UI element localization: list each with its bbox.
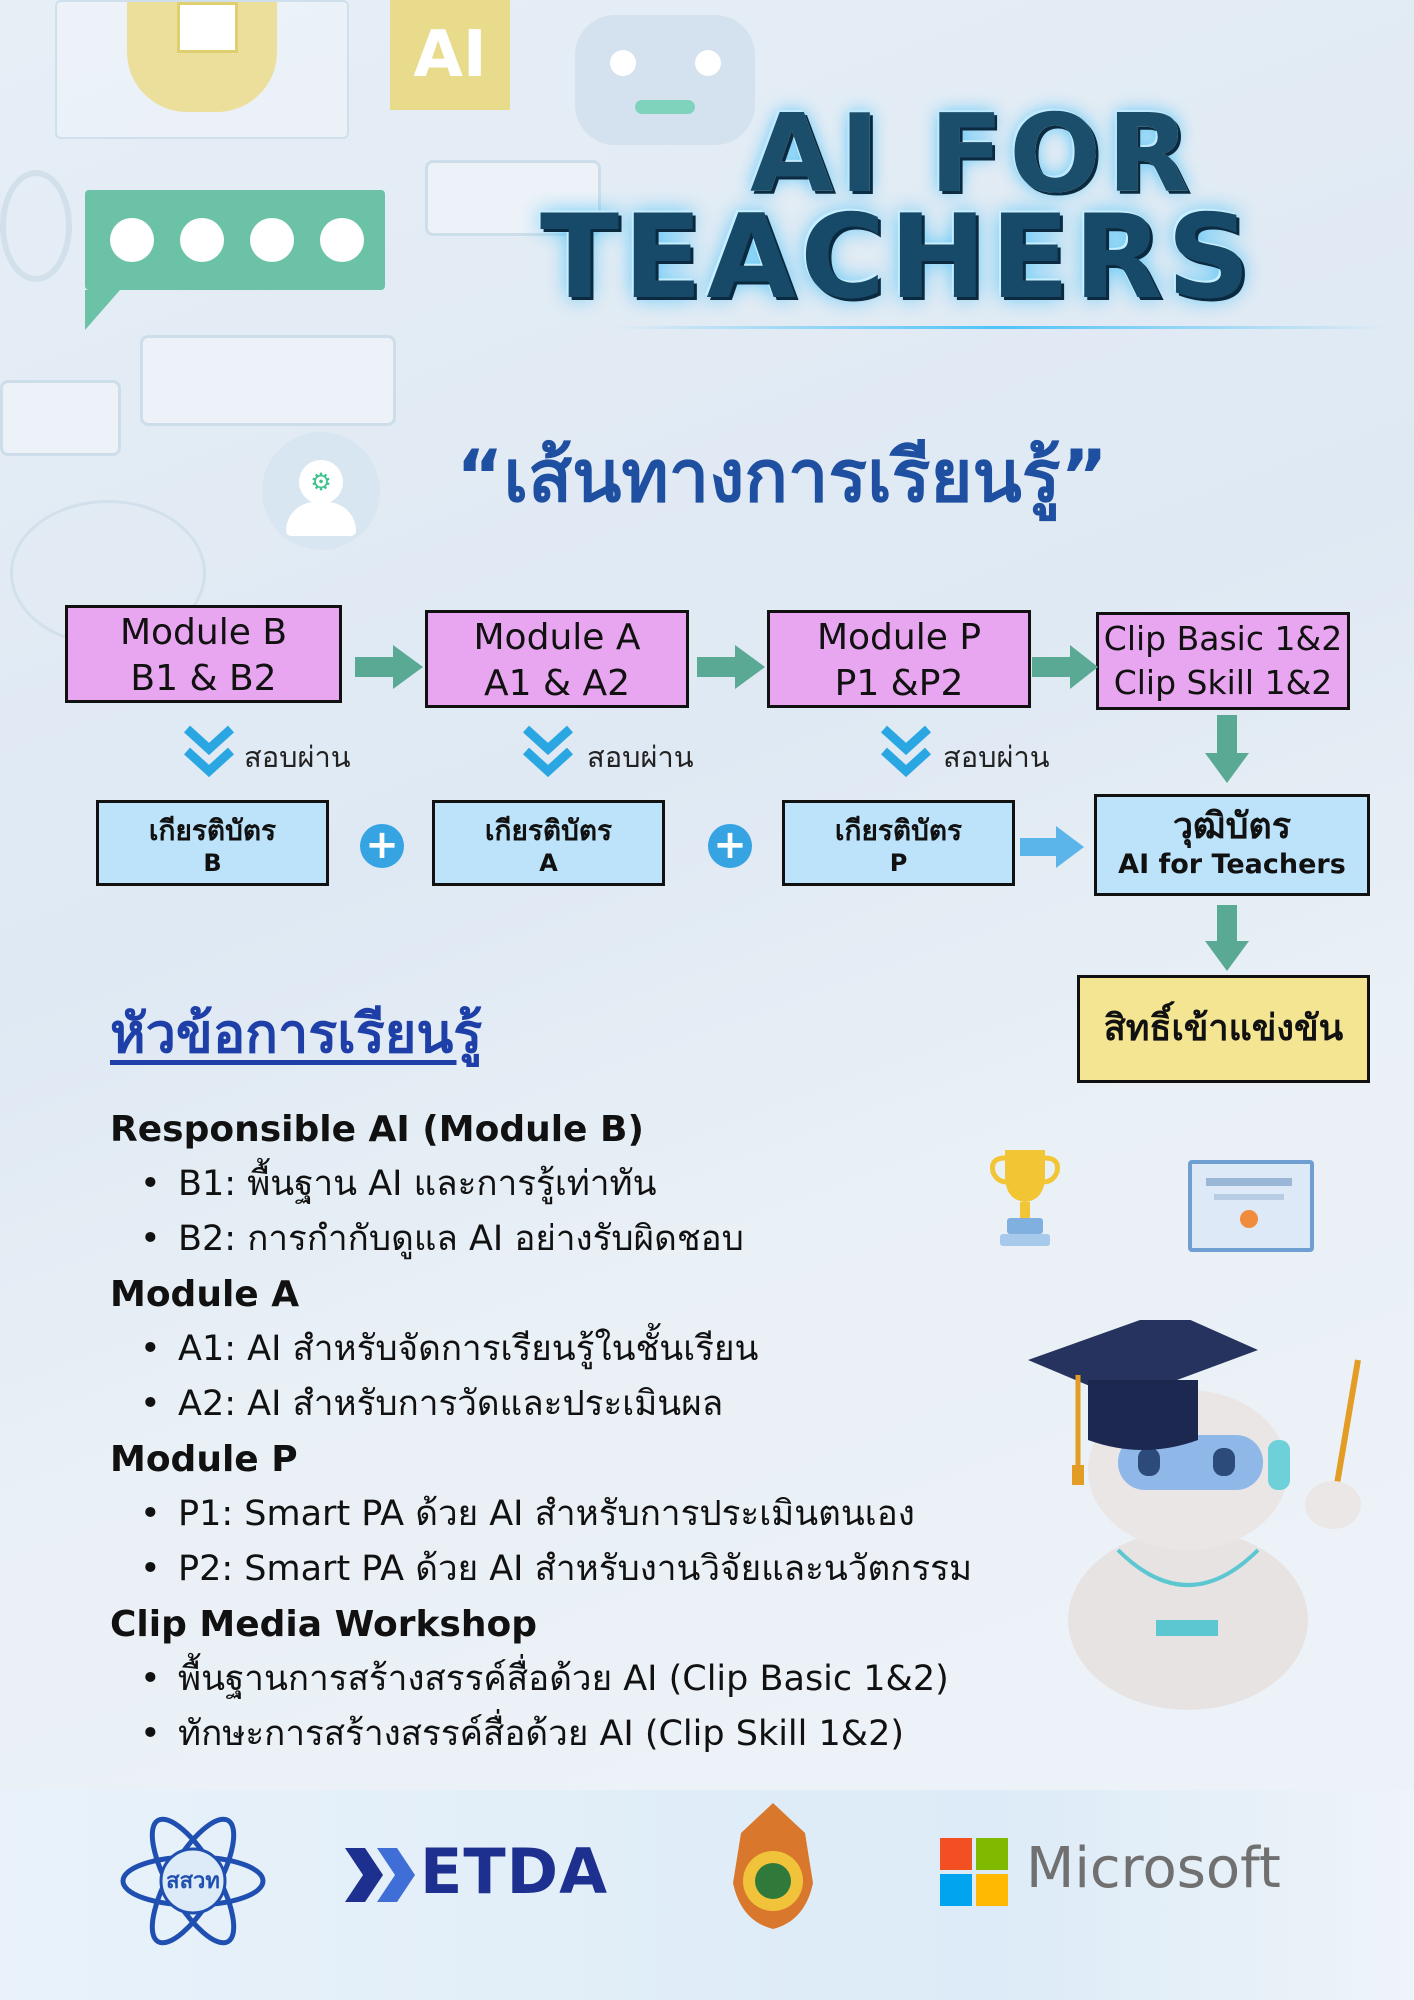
circuit-brain-icon [55,0,349,139]
arrow-right-icon [697,645,767,689]
final-certificate-subtitle: AI for Teachers [1118,849,1346,880]
ai-tile-icon: AI [390,0,510,110]
microsoft-logo: Microsoft [1026,1836,1281,1901]
arrow-right-icon [355,645,425,689]
topics-list [110,1102,972,1762]
list-item: • A1: AI สำหรับจัดการเรียนรู้ในชั้นเรียน [110,1322,972,1377]
arrow-right-icon [1032,645,1100,689]
microsoft-logo-icon [940,1838,1008,1906]
pass-label: สอบผ่าน [587,740,694,774]
section-heading: Responsible AI (Module B) [110,1109,644,1150]
ipst-logo [118,1806,268,1956]
chat-bubble-icon [85,190,385,290]
module-p-units: P1 &P2 [834,663,964,704]
certificate-a-code: A [539,849,558,877]
arrow-right-icon [1020,826,1086,868]
pass-label: สอบผ่าน [943,740,1050,774]
module-a-box [425,610,689,708]
module-a-name: Module A [473,617,641,658]
list-item: • พื้นฐานการสร้างสรรค์สื่อด้วย AI (Clip Basic 1&2) [110,1652,972,1707]
robot-head-icon [575,15,755,145]
final-certificate-title: วุฒิบัตร [1172,806,1292,847]
list-item: • A2: AI สำหรับการวัดและประเมินผล [110,1377,972,1432]
arrow-down-icon [1205,715,1249,785]
certificate-a-box [432,800,665,886]
module-b-box [65,605,342,703]
certificate-p-title: เกียรติบัตร [834,814,963,847]
gear-icon [0,170,72,282]
certificate-b-box [96,800,329,886]
clip-basic-label: Clip Basic 1&2 [1103,619,1343,658]
list-item: • P1: Smart PA ด้วย AI สำหรับการประเมินตนเอง [110,1487,972,1542]
module-a-units: A1 & A2 [483,663,631,704]
certificate-p-code: P [889,849,908,877]
etda-logo: ETDA [420,1835,609,1908]
clip-skill-label: Clip Skill 1&2 [1113,663,1333,702]
list-item: • ทักษะการสร้างสรรค์สื่อด้วย AI (Clip Skill 1&2) [110,1707,972,1762]
section-heading: Module P [110,1439,298,1480]
certificate-b-title: เกียรติบัตร [148,814,277,847]
certificate-icon [1188,1160,1314,1252]
competition-right-box: สิทธิ์เข้าแข่งขัน [1077,975,1370,1083]
trophy-icon [985,1140,1065,1250]
title-teachers: TEACHERS [540,190,1255,325]
double-chevron-down-icon [522,723,574,779]
list-item: • B1: พื้นฐาน AI และการรู้เท่าทัน [110,1157,972,1212]
topics-title: หัวข้อการเรียนรู้ [110,1002,483,1065]
list-item: • B2: การกำกับดูแล AI อย่างรับผิดชอบ [110,1212,972,1267]
learning-path-title: “เส้นทางการเรียนรู้” [456,434,1108,518]
graduate-robot-icon [1028,1320,1368,1710]
message-bubble-icon [140,335,396,426]
section-heading: Module A [110,1274,300,1315]
certificate-b-code: B [203,849,222,877]
module-b-name: Module B [119,612,288,653]
etda-x-icon [345,1848,415,1902]
pass-label: สอบผ่าน [244,740,351,774]
double-chevron-down-icon [880,723,932,779]
obec-seal-logo [725,1803,821,1931]
arrow-down-icon [1205,905,1249,973]
title-ai-for: AI FOR [750,92,1197,217]
final-certificate-box [1094,794,1370,896]
plus-icon: + [360,824,404,868]
module-p-name: Module P [816,617,982,658]
ipst-logo-text: สสวท [166,1869,220,1894]
section-heading: Clip Media Workshop [110,1604,537,1645]
module-p-box [767,610,1031,708]
list-item: • P2: Smart PA ด้วย AI สำหรับงานวิจัยและนวัตกรรม [110,1542,972,1597]
certificate-a-title: เกียรติบัตร [484,814,613,847]
plus-icon: + [708,824,752,868]
clip-box [1096,612,1350,710]
module-b-units: B1 & B2 [130,658,277,699]
double-chevron-down-icon [183,723,235,779]
title-underline [610,326,1390,329]
user-settings-icon: ⚙ [262,432,380,550]
certificate-p-box [782,800,1015,886]
